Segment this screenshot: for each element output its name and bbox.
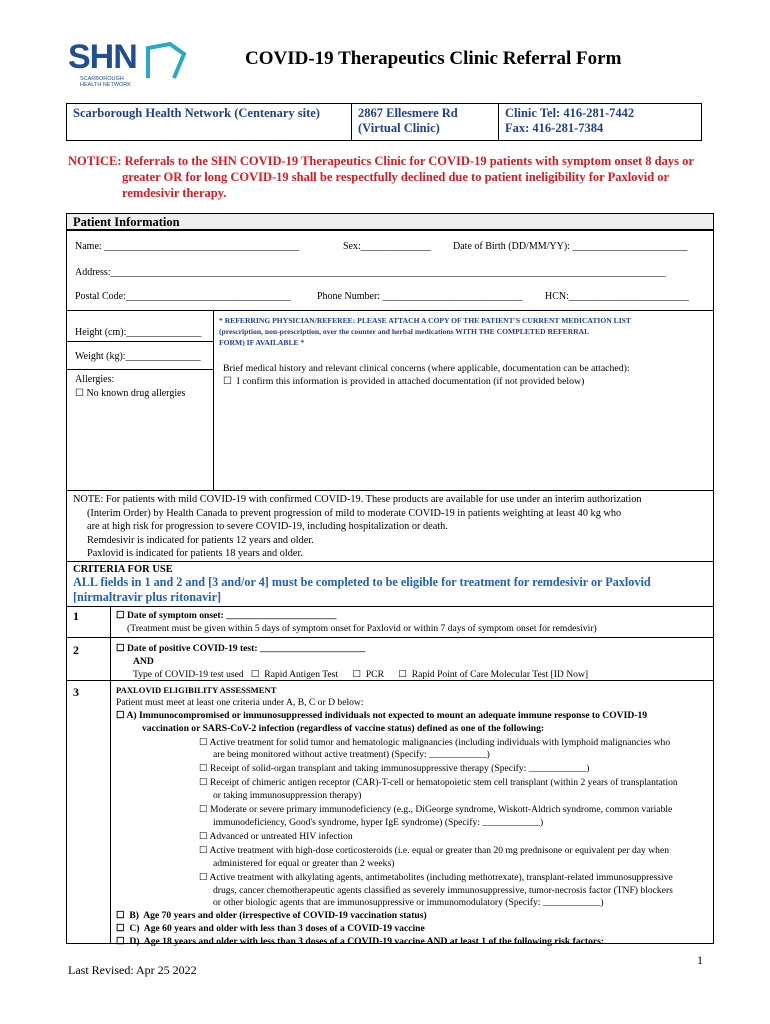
name-field[interactable]: Name: _______________________________________ <box>75 241 300 252</box>
divider <box>213 310 214 491</box>
patient-info-heading: Patient Information <box>66 213 714 230</box>
criteria-heading: CRITERIA FOR USE <box>73 564 173 575</box>
clinic-tel: Clinic Tel: 416-281-7442 <box>505 106 635 120</box>
item-corticosteroids-checkbox[interactable]: ☐ Active treatment with high-dose corticosteroids (i.e. equal or greater than 20 mg prednisone or equivalent per day when <box>199 845 670 856</box>
logo-subtitle <box>80 76 131 88</box>
item-alkylating-detail: or other biologic agents that are immunosuppressive or immunomodulatory (Specify: ____________) <box>213 897 604 908</box>
logo-outline-icon <box>144 40 188 80</box>
clinic-fax: Fax: 416-281-7384 <box>505 121 604 135</box>
site-cell <box>67 104 352 141</box>
allergies-label: Allergies: <box>75 374 115 385</box>
height-field[interactable]: Height (cm):_______________ <box>75 327 202 338</box>
address-field[interactable]: Address:_______________________________________________________________________________________________________________ <box>75 267 666 278</box>
patient-info-section <box>66 230 714 491</box>
criteria-table <box>66 607 714 947</box>
criteria-section <box>66 562 714 607</box>
item-car-t-detail: or taking immunosuppression therapy) <box>213 790 362 801</box>
item-hiv-checkbox[interactable]: ☐ Advanced or untreated HIV infection <box>199 831 353 842</box>
hcn-field[interactable]: HCN:________________________ <box>545 291 689 302</box>
notice-line-2: greater OR for long COVID-19 shall be respectfully declined due to patient ineligibility for Paxlovid or <box>122 170 670 184</box>
logo-sub-2: HEALTH NETWORK <box>80 82 131 88</box>
clinic-header-table <box>66 103 702 141</box>
criterion-b-checkbox[interactable]: ☐ B) Age 70 years and older (irrespective of COVID-19 vaccination status) <box>116 910 427 921</box>
symptom-onset-note: (Treatment must be given within 5 days of symptom onset for Paxlovid or within 7 days of symptom onset for remdesivir) <box>127 623 597 634</box>
no-allergies-checkbox[interactable]: ☐ No known drug allergies <box>75 388 186 399</box>
criterion-a-checkbox[interactable]: ☐ A) Immunocompromised or immunosuppressed individuals not expected to mount an adequate immune response to COVID-19 <box>116 710 648 721</box>
weight-field[interactable]: Weight (kg):_______________ <box>75 351 201 362</box>
page-number: 1 <box>697 953 703 967</box>
note-line-3: are at high risk for progression to severe COVID-19, including hospitalization or death. <box>87 521 448 532</box>
item-car-t-checkbox[interactable]: ☐ Receipt of chimeric antigen receptor (CAR)-T-cell or hematopoietic stem cell transplant (within 2 years of transplantation <box>199 777 678 788</box>
row-number: 2 <box>73 643 79 657</box>
criteria-line-1: ALL fields in 1 and 2 and [3 and/or 4] must be completed to be eligible for treatment for remdesivir or Paxlovid <box>73 575 651 589</box>
notice-block <box>68 153 708 201</box>
divider <box>67 637 714 638</box>
note-line-2: (Interim Order) by Health Canada to prevent progression of mild to moderate COVID-19 in patients weighting at least 40 kg who <box>87 507 622 519</box>
item-alkylating-detail: drugs, cancer chemotherapeutic agents classified as severely immunosuppressive, tumor-necrosis factor (TNF) blockers <box>213 885 673 896</box>
address-line-2: (Virtual Clinic) <box>358 121 440 135</box>
criterion-c-checkbox[interactable]: ☐ C) Age 60 years and older with less than 3 doses of a COVID-19 vaccine <box>116 923 425 934</box>
address-cell <box>352 104 499 141</box>
positive-test-date-field[interactable]: ☐ Date of positive COVID-19 test: ______________________ <box>116 643 366 654</box>
row-number: 1 <box>73 609 79 623</box>
criterion-d-checkbox[interactable]: ☐ D) Age 18 years and older with less than 3 doses of a COVID-19 vaccine AND at least 1 of the following risk factors: <box>116 936 605 947</box>
item-malignancy-detail: are being monitored without active treatment) (Specify: ____________) <box>213 749 490 760</box>
item-corticosteroids-detail: administered for equal or greater than 2 weeks) <box>213 858 395 869</box>
history-label: Brief medical history and relevant clinical concerns (where applicable, documentation can be attached): <box>223 363 630 374</box>
item-immunodeficiency-detail: immunodeficiency, Good's syndrome, hyper IgE syndrome) (Specify: ____________) <box>213 817 544 828</box>
logo-sub-1: SCARBOROUGH <box>80 76 124 82</box>
note-line-4: Remdesivir is indicated for patients 12 years and older. <box>87 534 314 546</box>
phone-field[interactable]: Phone Number: ____________________________ <box>317 291 523 302</box>
logo-mark: SHN <box>68 38 137 76</box>
medication-list-instruction <box>219 315 707 348</box>
last-revised: Last Revised: Apr 25 2022 <box>68 963 197 977</box>
confirm-checkbox[interactable]: ☐ I confirm this information is provided in attached documentation (if not provided below) <box>223 376 585 387</box>
divider <box>67 341 213 342</box>
item-transplant-checkbox[interactable]: ☐ Receipt of solid-organ transplant and taking immunosuppressive therapy (Specify: ____________) <box>199 763 590 774</box>
row-number: 3 <box>73 685 79 699</box>
criteria-line-2: [nirmaltravir plus ritonavir] <box>73 590 222 604</box>
ref-line-1: * REFERRING PHYSICIAN/REFEREE: PLEASE ATTACH A COPY OF THE PATIENT'S CURRENT MEDICATION LIST <box>219 316 631 325</box>
test-type-options[interactable]: Type of COVID-19 test used ☐ Rapid Antigen Test ☐ PCR ☐ Rapid Point of Care Molecular Test [ID Now] <box>133 669 589 680</box>
item-malignancy-checkbox[interactable]: ☐ Active treatment for solid tumor and hematologic malignancies (including individuals with lymphoid malignancies who <box>199 737 671 748</box>
shn-logo <box>68 38 188 94</box>
sex-field[interactable]: Sex:______________ <box>343 241 431 252</box>
dob-field[interactable]: Date of Birth (DD/MM/YY): _______________________ <box>453 241 688 252</box>
contact-cell <box>499 104 702 141</box>
note-section <box>66 491 714 562</box>
divider <box>67 369 213 370</box>
page-title: COVID-19 Therapeutics Clinic Referral Form <box>245 48 622 69</box>
symptom-onset-field[interactable]: ☐ Date of symptom onset: _______________________ <box>116 610 337 621</box>
paxlovid-intro: Patient must meet at least one criteria under A, B, C or D below: <box>116 697 364 708</box>
item-alkylating-checkbox[interactable]: ☐ Active treatment with alkylating agents, antimetabolites (including methotrexate), transplant-related immunosuppressive <box>199 872 673 883</box>
site-name: Scarborough Health Network (Centenary site) <box>73 106 320 120</box>
divider <box>67 310 213 311</box>
note-line-5: Paxlovid is indicated for patients 18 years and older. <box>87 548 303 559</box>
paxlovid-heading: PAXLOVID ELIGIBILITY ASSESSMENT <box>116 685 277 695</box>
notice-line-3: remdesivir therapy. <box>122 186 227 200</box>
postal-code-field[interactable]: Postal Code:_________________________________ <box>75 291 291 302</box>
item-immunodeficiency-checkbox[interactable]: ☐ Moderate or severe primary immunodeficiency (e.g., DiGeorge syndrome, Wiskott-Aldrich syndrome, common variable <box>199 804 673 815</box>
divider <box>213 310 714 311</box>
divider <box>110 607 111 943</box>
ref-line-3: FORM) IF AVAILABLE * <box>219 338 305 347</box>
criterion-a-detail: vaccination or SARS-CoV-2 infection (regardless of vaccine status) defined as one of the following: <box>142 723 545 734</box>
ref-line-2: (prescription, non-prescription, over the counter and herbal medications WITH THE COMPLETED REFERRAL <box>219 327 590 336</box>
notice-line-1: NOTICE: Referrals to the SHN COVID-19 Therapeutics Clinic for COVID-19 patients with symptom onset 8 days or <box>68 154 694 168</box>
note-line-1: NOTE: For patients with mild COVID-19 with confirmed COVID-19. These products are available for use under an interim authorization <box>73 494 642 505</box>
address-line-1: 2867 Ellesmere Rd <box>358 106 458 120</box>
and-label: AND <box>133 656 154 667</box>
